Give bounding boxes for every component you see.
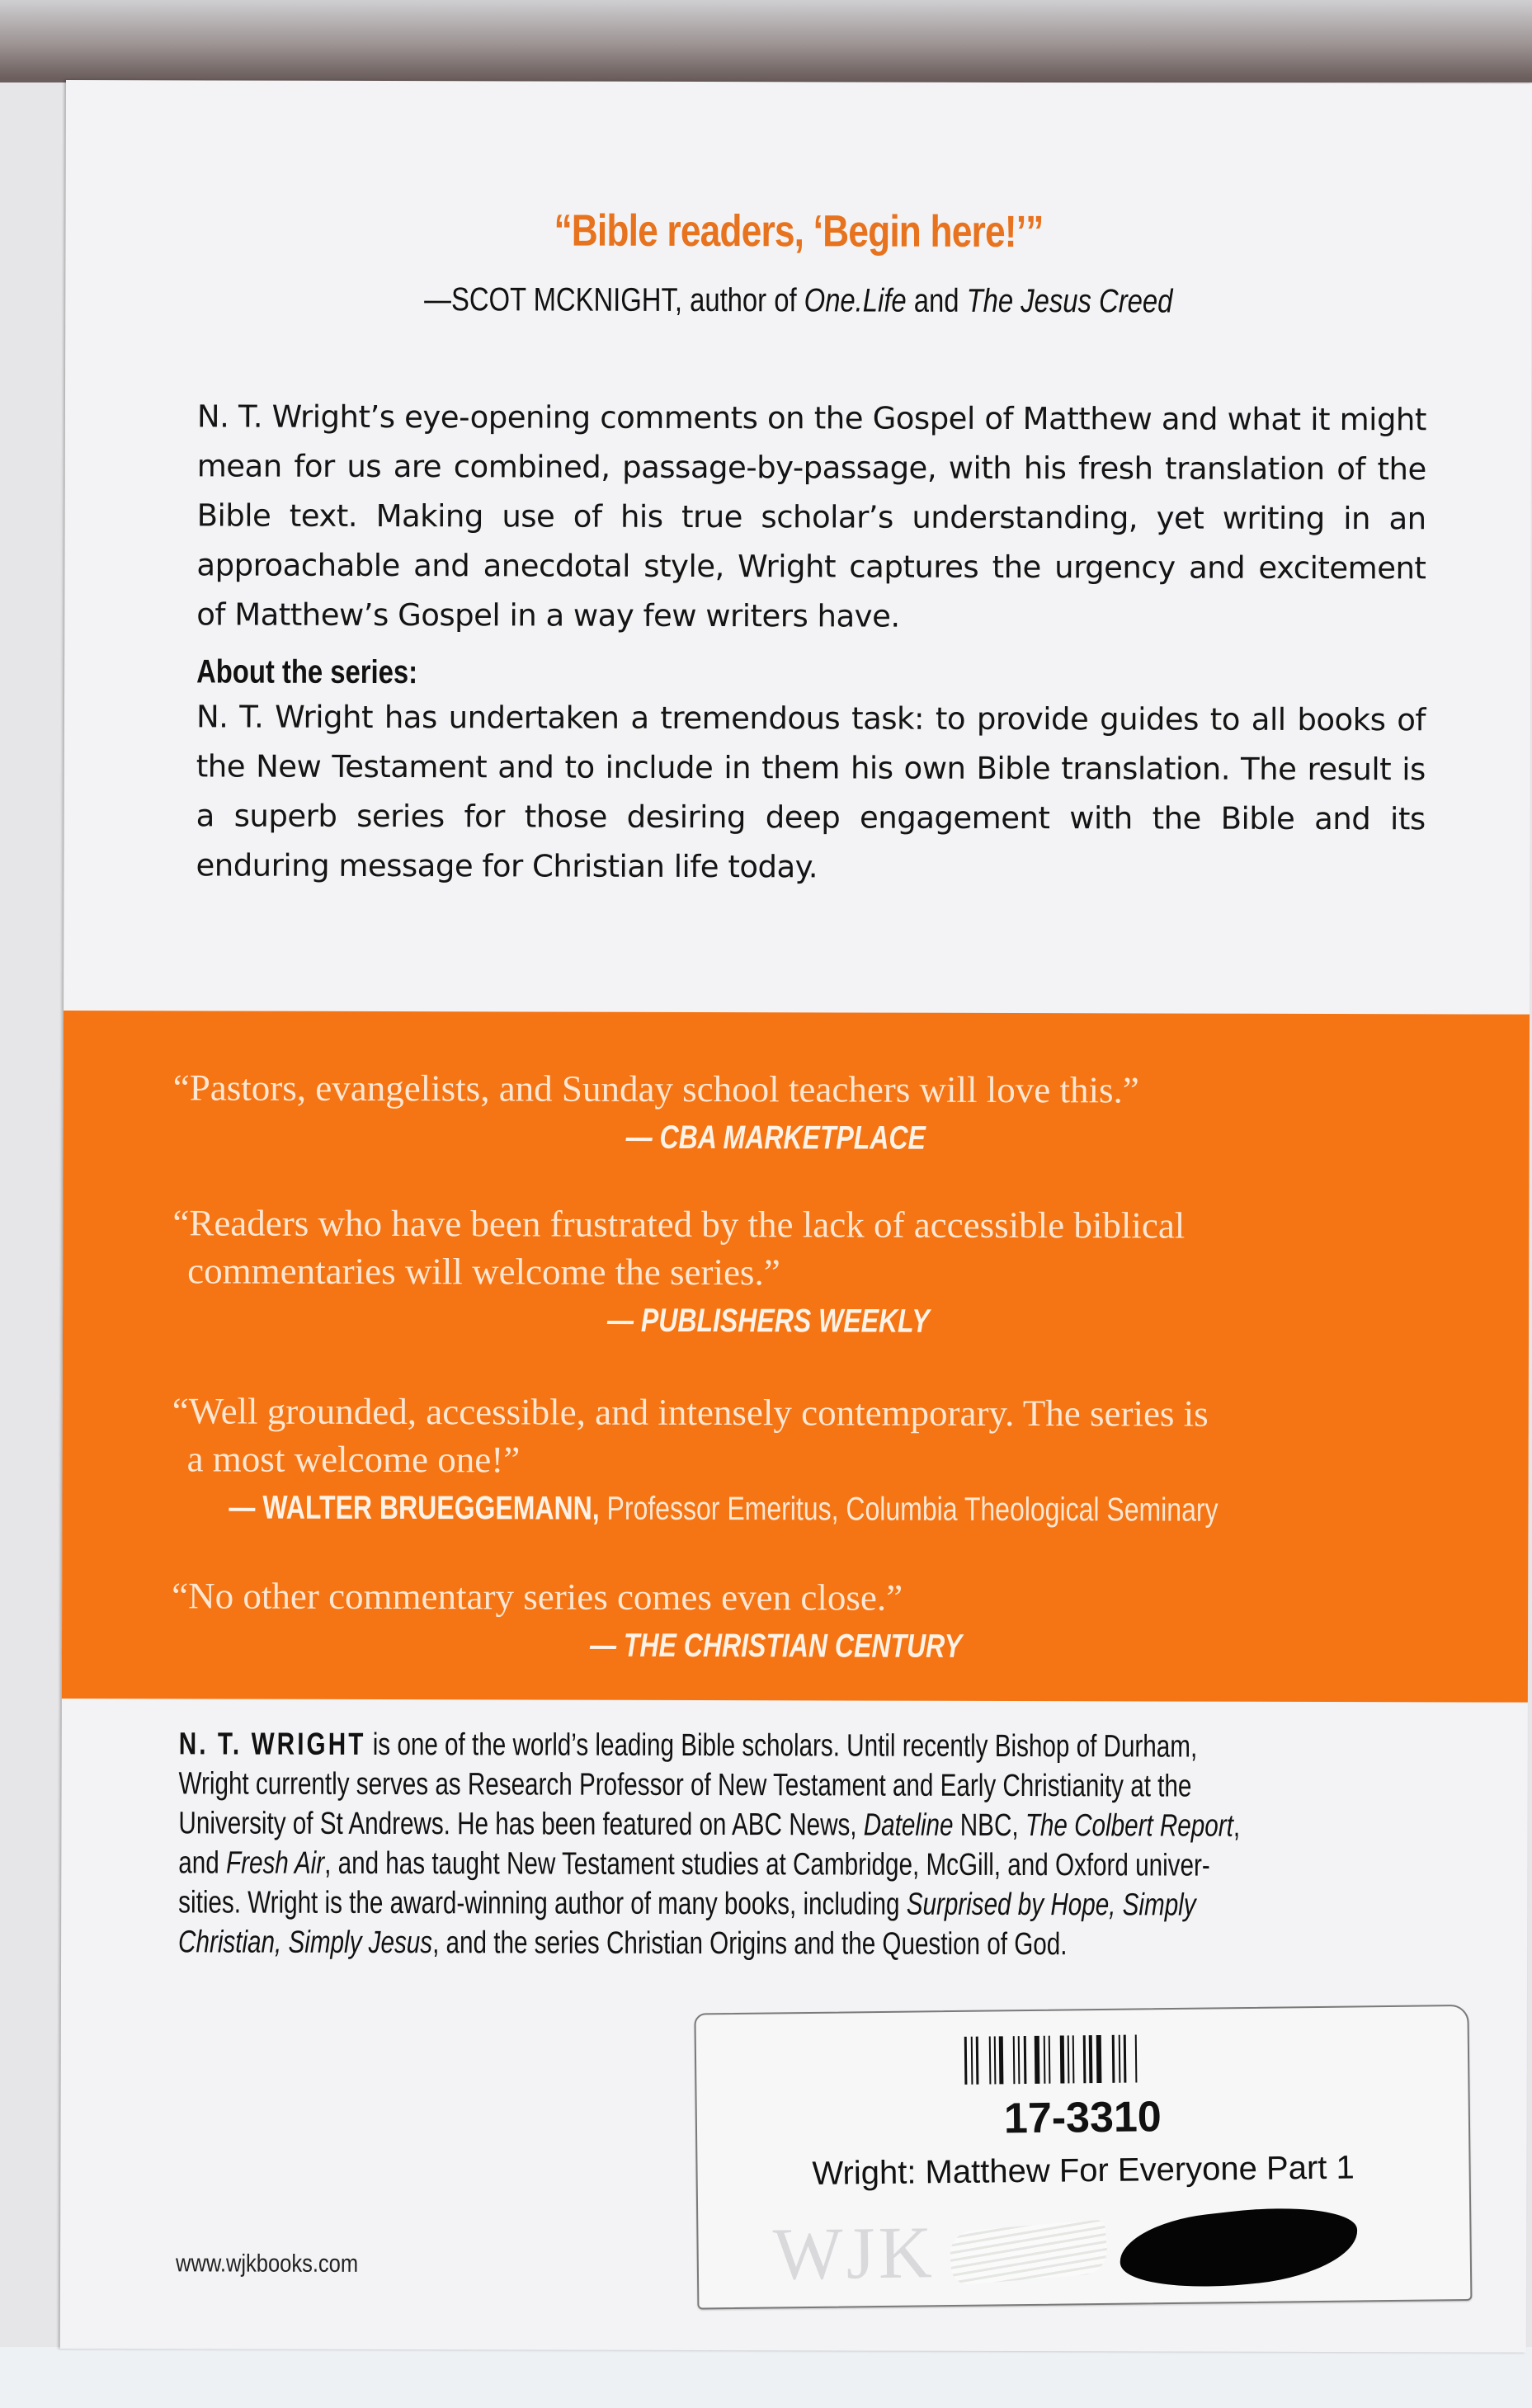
endorsement-source-name: — WALTER BRUEGGEMANN,	[229, 1489, 600, 1527]
endorsement-line: “Readers who have been frustrated by the lack of accessible biblical	[172, 1202, 1186, 1246]
marker-redaction	[1115, 2198, 1361, 2299]
barcode-bar	[964, 2037, 968, 2085]
endorsement-quote	[173, 1063, 1427, 1114]
endorsement-quote	[172, 1572, 1426, 1623]
endorsement-line: a most welcome one!”	[186, 1438, 521, 1481]
barcode-bar	[982, 2037, 986, 2085]
barcode-bar	[1013, 2036, 1016, 2084]
endorsement-source: — PUBLISHERS WEEKLY	[607, 1302, 930, 1340]
bio-line	[178, 1843, 1414, 1886]
endorsement-quote	[172, 1387, 1426, 1486]
background-surface	[0, 2347, 1532, 2408]
sticker-code: 17-3310	[1003, 2093, 1162, 2143]
bio-line	[179, 1724, 1415, 1767]
endorsement-quote	[172, 1199, 1426, 1298]
book-back-cover	[60, 80, 1532, 2353]
whiteout-mark	[948, 2219, 1109, 2285]
barcode-bar	[1129, 2035, 1132, 2083]
bio-text: sities. Wright is the award-winning author of many books, including	[178, 1885, 907, 1922]
bio-line	[178, 1883, 1414, 1925]
barcode	[964, 2034, 1163, 2085]
headline-attribution	[197, 280, 1399, 321]
barcode-bar	[1119, 2035, 1121, 2083]
bio-text: , and has taught New Testament studies at Cambridge, McGill, and Oxford univer-	[324, 1845, 1210, 1883]
book-title-jesus-creed: The Jesus Creed	[966, 282, 1173, 320]
bio-text: ,	[1233, 1808, 1241, 1844]
publisher-website: www.wjkbooks.com	[176, 2250, 359, 2278]
price-sticker	[694, 2005, 1472, 2310]
attribution-prefix: —SCOT MCKNIGHT, author of	[424, 281, 804, 319]
sticker-title: Wright: Matthew For Everyone Part 1	[812, 2149, 1355, 2192]
bio-line	[178, 1922, 1414, 1965]
endorsement-line: commentaries will welcome the series.”	[187, 1250, 780, 1294]
bio-text: , and the series Christian Origins and the Question of God.	[432, 1925, 1068, 1963]
barcode-bar	[1078, 2035, 1081, 2083]
barcode-bar	[1024, 2036, 1027, 2084]
barcode-bar	[1105, 2035, 1110, 2083]
about-series-heading: About the series:	[196, 653, 418, 691]
barcode-bar	[971, 2037, 973, 2085]
endorsement-line: “Pastors, evangelists, and Sunday school teachers will love this.”	[172, 1067, 1139, 1111]
barcode-bar	[1112, 2035, 1115, 2083]
barcode-bar	[1124, 2035, 1127, 2083]
barcode-bar	[1030, 2036, 1032, 2084]
barcode-bar	[1083, 2035, 1087, 2083]
attribution-and: and	[906, 282, 967, 319]
barcode-bar	[1035, 2036, 1040, 2084]
barcode-bar	[1044, 2036, 1046, 2084]
barcode-bar	[1060, 2035, 1065, 2083]
book-title-one-life: One.Life	[804, 282, 907, 319]
barcode-bar	[989, 2036, 992, 2084]
barcode-bar	[976, 2037, 979, 2085]
endorsements-panel	[62, 1011, 1530, 1703]
barcode-bar	[1068, 2035, 1070, 2083]
barcode-bar	[1018, 2036, 1021, 2084]
endorsement-source: — CBA MARKETPLACE	[625, 1119, 926, 1157]
endorsement-source: — THE CHRISTIAN CENTURY	[589, 1627, 963, 1665]
barcode-bar	[1007, 2036, 1011, 2084]
bio-text: University of St Andrews. He has been featured on ABC News,	[178, 1806, 864, 1843]
author-name: N. T. WRIGHT	[178, 1727, 366, 1762]
barcode-bar	[1089, 2035, 1093, 2083]
barcode-bar	[1049, 2036, 1051, 2084]
endorsement-line: “Well grounded, accessible, and intensely contemporary. The series is	[172, 1390, 1209, 1435]
bio-italic: Dateline	[863, 1807, 954, 1843]
bio-line	[178, 1803, 1414, 1846]
about-series-text: N. T. Wright has undertaken a tremendous task: to provide guides to all books of the New Testament and to include in them his own Bible translation. The result is a superb series for those desiring deep engagement with the Bible and its enduring message for Christian life today.	[196, 699, 1426, 885]
barcode-bar	[1072, 2035, 1075, 2083]
barcode-bar	[1135, 2034, 1138, 2082]
barcode-bar	[1054, 2036, 1057, 2084]
barcode-bar	[994, 2036, 997, 2084]
headline-quote: “Bible readers, ‘Begin here!’”	[554, 205, 1044, 257]
bio-text: is one of the world’s leading Bible scholars. Until recently Bishop of Durham,	[365, 1727, 1198, 1765]
barcode-bar	[999, 2036, 1004, 2084]
author-bio	[178, 1724, 1414, 1965]
endorsement-source	[229, 1490, 1218, 1529]
barcode-bar	[1096, 2035, 1102, 2083]
endorsement-line: “No other commentary series comes even close.”	[172, 1575, 903, 1619]
endorsement-source-detail: Professor Emeritus, Columbia Theological Seminary	[599, 1490, 1219, 1529]
bio-italic: Surprised by Hope, Simply	[906, 1887, 1196, 1923]
bio-text: NBC,	[953, 1807, 1025, 1844]
bio-italic: Fresh Air	[225, 1845, 325, 1881]
bio-italic: Christian, Simply Jesus	[178, 1925, 433, 1961]
bio-italic: The Colbert Report	[1025, 1808, 1233, 1844]
book-description: N. T. Wright’s eye-opening comments on the Gospel of Matthew and what it might mean for us are combined, passage-by-passage, with his fresh translation of the Bible text. Making use of his true scholar’s understanding, yet writing in an approachable and anecdotal style, Wright captures the urgency and excitement of Matthew’s Gospel in a way few writers have.	[196, 398, 1426, 634]
background-shadow	[0, 0, 1532, 82]
bio-line: Wright currently serves as Research Professor of New Testament and Early Christianity at the	[178, 1766, 1192, 1804]
publisher-logo-ghost: WJK	[772, 2212, 936, 2296]
bio-text: and	[178, 1845, 227, 1881]
